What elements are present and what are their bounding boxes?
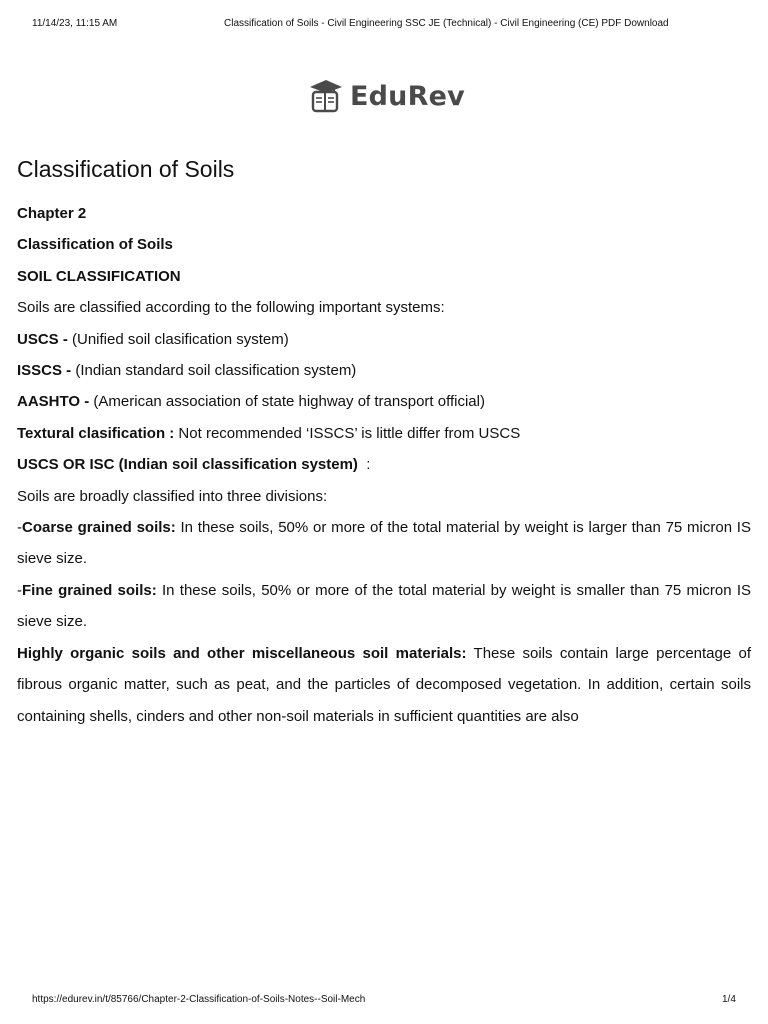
organic-paragraph xyxy=(17,638,751,732)
bullet-prefix: - xyxy=(17,581,22,599)
system-textural xyxy=(17,418,751,449)
print-header xyxy=(0,18,768,32)
coarse-grained-paragraph xyxy=(17,512,751,575)
print-footer xyxy=(0,994,768,1008)
system-text: (American association of state highway of transport official) xyxy=(89,393,485,411)
edurev-logo[interactable] xyxy=(306,76,465,116)
system-label: Textural clasification : xyxy=(17,424,175,442)
graduation-cap-book-icon xyxy=(306,77,344,115)
fine-grained-paragraph xyxy=(17,575,751,638)
system-text: Not recommended ‘ISSCS’ is little differ from USCS xyxy=(174,424,521,442)
print-datetime: 11/14/23, 11:15 AM xyxy=(32,18,118,29)
system-label: USCS - xyxy=(17,330,68,348)
document-content xyxy=(17,152,751,732)
system-aashto xyxy=(17,386,751,417)
logo-text: EduRev xyxy=(350,80,465,112)
uscs-heading-text: USCS OR ISC (Indian soil classification system) xyxy=(17,456,358,474)
print-page-title: Classification of Soils - Civil Engineering SSC JE (Technical) - Civil Engineering (CE) PDF Download xyxy=(224,18,669,29)
intro-paragraph: Soils are classified according to the following important systems: xyxy=(17,299,445,317)
organic-text: These soils contain large percentage of fibrous organic matter, such as peat, and the particles of decomposed vegetation. In addition, certain soils containing shells, cinders and other non-soil materials in sufficient quantities are also xyxy=(17,644,751,725)
chapter-subtitle: Classification of Soils xyxy=(17,236,173,254)
coarse-label: Coarse grained soils: xyxy=(22,519,176,537)
organic-label: Highly organic soils and other miscellaneous soil materials: xyxy=(17,644,467,662)
uscs-heading xyxy=(17,449,751,480)
divisions-intro: Soils are broadly classified into three divisions: xyxy=(17,487,328,505)
bullet-prefix: - xyxy=(17,519,22,537)
system-label: AASHTO - xyxy=(17,393,90,411)
system-label: ISSCS - xyxy=(17,362,72,380)
chapter-label: Chapter 2 xyxy=(17,205,87,222)
print-url: https://edurev.in/t/85766/Chapter-2-Classification-of-Soils-Notes--Soil-Mech xyxy=(32,994,366,1005)
document-title: Classification of Soils xyxy=(17,156,235,182)
system-text: (Indian standard soil classification system) xyxy=(71,362,357,380)
system-uscs xyxy=(17,324,751,355)
fine-label: Fine grained soils: xyxy=(22,581,157,599)
coarse-text: In these soils, 50% or more of the total material by weight is larger than 75 micron IS sieve size. xyxy=(17,519,751,568)
system-isscs xyxy=(17,355,751,386)
system-text: (Unified soil clasification system) xyxy=(67,330,289,348)
section-heading: SOIL CLASSIFICATION xyxy=(17,267,181,285)
fine-text: In these soils, 50% or more of the total material by weight is smaller than 75 micron IS sieve size. xyxy=(17,581,751,631)
uscs-heading-suffix: : xyxy=(357,456,371,474)
page-number: 1/4 xyxy=(722,994,736,1005)
